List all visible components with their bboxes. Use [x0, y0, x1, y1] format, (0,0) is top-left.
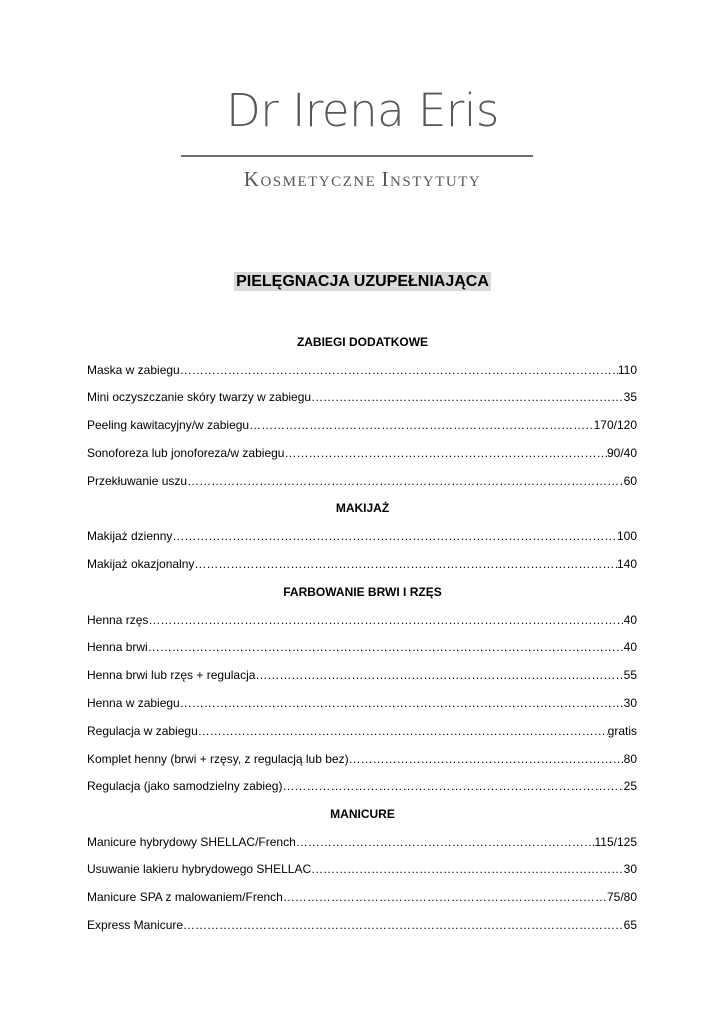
section-heading-brow-lash-tinting: FARBOWANIE BRWI I RZĘS [283, 585, 442, 599]
dot-leader [187, 474, 624, 488]
item-price: 100 [616, 529, 637, 543]
item-name: Manicure hybrydowy SHELLAC/French [87, 835, 296, 849]
item-price: 40 [623, 640, 637, 654]
price-row [87, 668, 637, 682]
dot-leader [296, 835, 595, 849]
dot-leader [282, 779, 623, 793]
page-title: PIELĘGNACJA UZUPEŁNIAJĄCA [236, 273, 489, 290]
price-row [87, 418, 637, 432]
item-name: Komplet henny (brwi + rzęsy, z regulacją lub bez) [87, 752, 349, 766]
item-price: 60 [623, 474, 637, 488]
dot-leader [311, 390, 624, 404]
dot-leader [183, 918, 624, 932]
price-row [87, 696, 637, 710]
price-row [87, 613, 637, 627]
item-price: 65 [623, 918, 637, 932]
item-price: 80 [623, 752, 637, 766]
dot-leader [249, 418, 594, 432]
item-price: 30 [623, 862, 637, 876]
price-row [87, 446, 637, 460]
item-name: Henna brwi [87, 640, 148, 654]
item-name: Mini oczyszczanie skóry twarzy w zabiegu [87, 390, 312, 404]
item-name: Express Manicure [87, 918, 184, 932]
item-name: Makijaż okazjonalny [87, 557, 195, 571]
dot-leader [180, 696, 624, 710]
price-row [87, 724, 637, 738]
item-name: Maska w zabiegu [87, 363, 180, 377]
price-row [87, 835, 637, 849]
logo-divider [181, 155, 533, 157]
dot-leader [148, 613, 623, 627]
item-name: Henna rzęs [87, 613, 149, 627]
item-price: 140 [616, 557, 637, 571]
item-price: gratis [607, 724, 637, 738]
item-name: Manicure SPA z malowaniem/French [87, 890, 283, 904]
price-row [87, 918, 637, 932]
price-row [87, 862, 637, 876]
item-price: 30 [623, 696, 637, 710]
dot-leader [349, 752, 624, 766]
price-row [87, 640, 637, 654]
item-price: 110 [617, 363, 637, 377]
item-name: Henna brwi lub rzęs + regulacja [87, 668, 256, 682]
dot-leader [284, 446, 607, 460]
item-price: 40 [623, 613, 637, 627]
item-name: Henna w zabiegu [87, 696, 180, 710]
dot-leader [148, 640, 624, 654]
item-name: Regulacja (jako samodzielny zabieg) [87, 779, 283, 793]
item-name: Makijaż dzienny [87, 529, 173, 543]
price-row [87, 890, 637, 904]
price-row [87, 752, 637, 766]
price-row [87, 557, 637, 571]
price-row [87, 363, 637, 377]
section-heading-manicure: MANICURE [330, 807, 395, 821]
item-price: 115/125 [594, 835, 637, 849]
item-name: Peeling kawitacyjny/w zabiegu [87, 418, 250, 432]
item-name: Regulacja w zabiegu [87, 724, 198, 738]
brand-logo-subtitle: KOSMETYCZNE INSTYTUTY [243, 167, 482, 191]
item-price: 170/120 [593, 418, 637, 432]
item-price: 75/80 [606, 890, 637, 904]
item-price: 55 [623, 668, 637, 682]
price-row [87, 474, 637, 488]
price-row [87, 390, 637, 404]
dot-leader [311, 862, 624, 876]
item-price: 25 [623, 779, 637, 793]
dot-leader [172, 529, 617, 543]
item-name: Sonoforeza lub jonoforeza/w zabiegu [87, 446, 285, 460]
item-price: 90/40 [606, 446, 637, 460]
dot-leader [255, 668, 623, 682]
item-price: 35 [623, 390, 637, 404]
dot-leader [198, 724, 608, 738]
dot-leader [194, 557, 617, 571]
brand-logo-title: Dr Irena Eris [226, 84, 499, 137]
section-heading-makeup: MAKIJAŻ [335, 501, 390, 515]
price-row [87, 529, 637, 543]
section-heading-additional-treatments: ZABIEGI DODATKOWE [296, 335, 429, 349]
dot-leader [180, 363, 618, 377]
item-name: Przekłuwanie uszu [87, 474, 188, 488]
price-row [87, 779, 637, 793]
dot-leader [283, 890, 607, 904]
item-name: Usuwanie lakieru hybrydowego SHELLAC [87, 862, 312, 876]
